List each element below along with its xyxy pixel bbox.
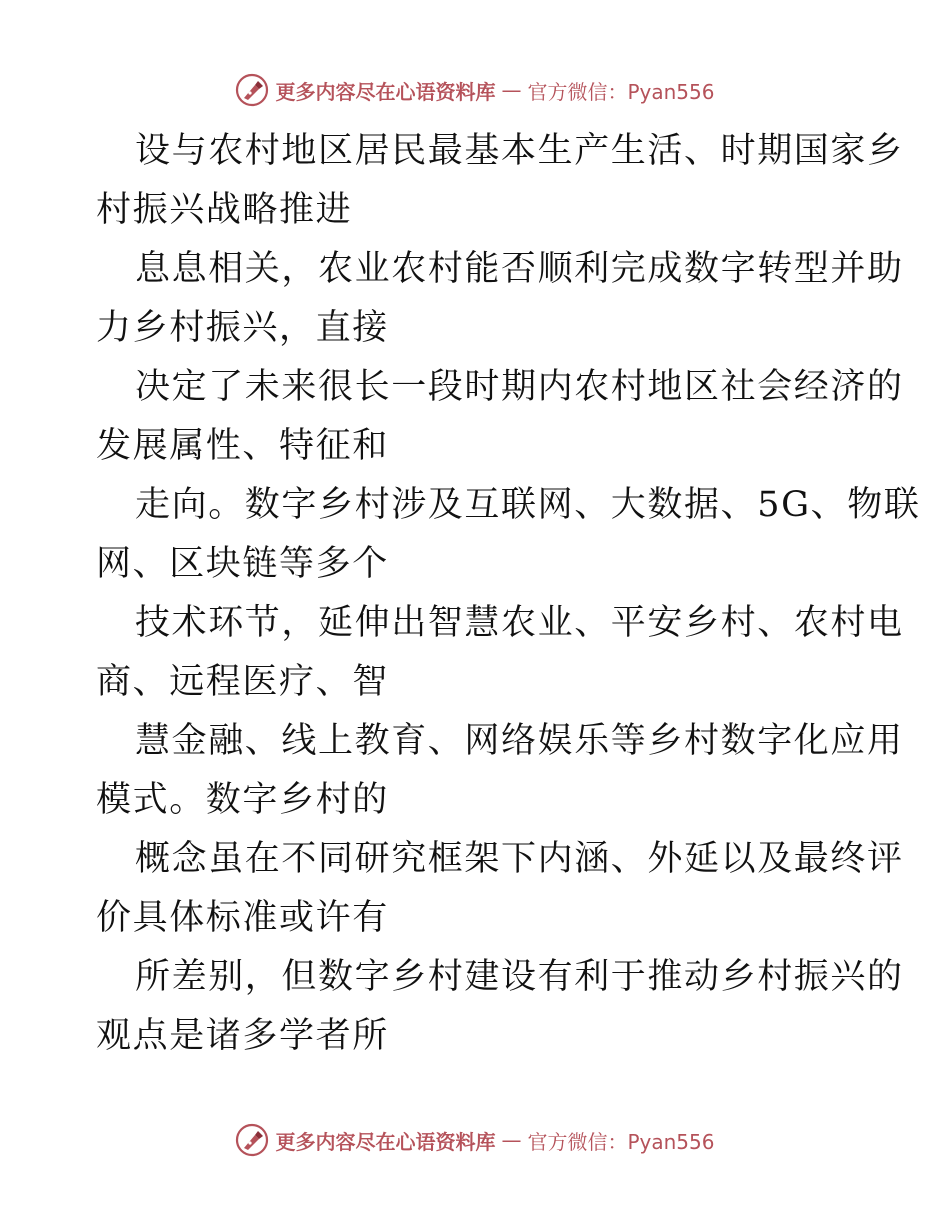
text-line: 所差别，但数字乡村建设有利于推动乡村振兴的: [135, 957, 904, 997]
header-banner: [0, 70, 950, 110]
text-line: 概念虽在不同研究框架下内涵、外延以及最终评: [135, 839, 904, 879]
text-line: 设与农村地区居民最基本生产生活、时期国家乡: [135, 131, 904, 171]
text-line: 商、远程医疗、智: [96, 662, 389, 702]
banner-title: 更多内容尽在心语资料库: [275, 1129, 496, 1154]
text-line: 模式。数字乡村的: [96, 780, 389, 820]
text-line: 息息相关，农业农村能否顺利完成数字转型并助: [135, 249, 904, 289]
text-line: 技术环节，延伸出智慧农业、平安乡村、农村电: [135, 603, 904, 643]
text-line: 力乡村振兴，直接: [96, 308, 389, 348]
pen-nib-logo-icon: [235, 1123, 269, 1157]
banner-separator: —: [501, 78, 522, 102]
text-line: 观点是诸多学者所: [96, 1016, 389, 1056]
text-line: 发展属性、特征和: [96, 426, 389, 466]
text-line: 慧金融、线上教育、网络娱乐等乡村数字化应用: [135, 721, 904, 761]
text-line: 网、区块链等多个: [96, 544, 389, 584]
banner-separator: —: [501, 1128, 522, 1152]
text-line: 决定了未来很长一段时期内农村地区社会经济的: [135, 367, 904, 407]
text-line: 走向。数字乡村涉及互联网、大数据、5G、物联: [135, 485, 921, 525]
banner-title: 更多内容尽在心语资料库: [275, 79, 496, 104]
text-line: 价具体标准或许有: [96, 898, 389, 938]
pen-nib-logo-icon: [235, 73, 269, 107]
text-line: 村振兴战略推进: [96, 190, 353, 230]
document-body: [96, 122, 921, 1066]
banner-wechat: 官方微信：Pyan556: [527, 1129, 715, 1154]
footer-banner: [0, 1120, 950, 1160]
banner-wechat: 官方微信：Pyan556: [527, 79, 715, 104]
